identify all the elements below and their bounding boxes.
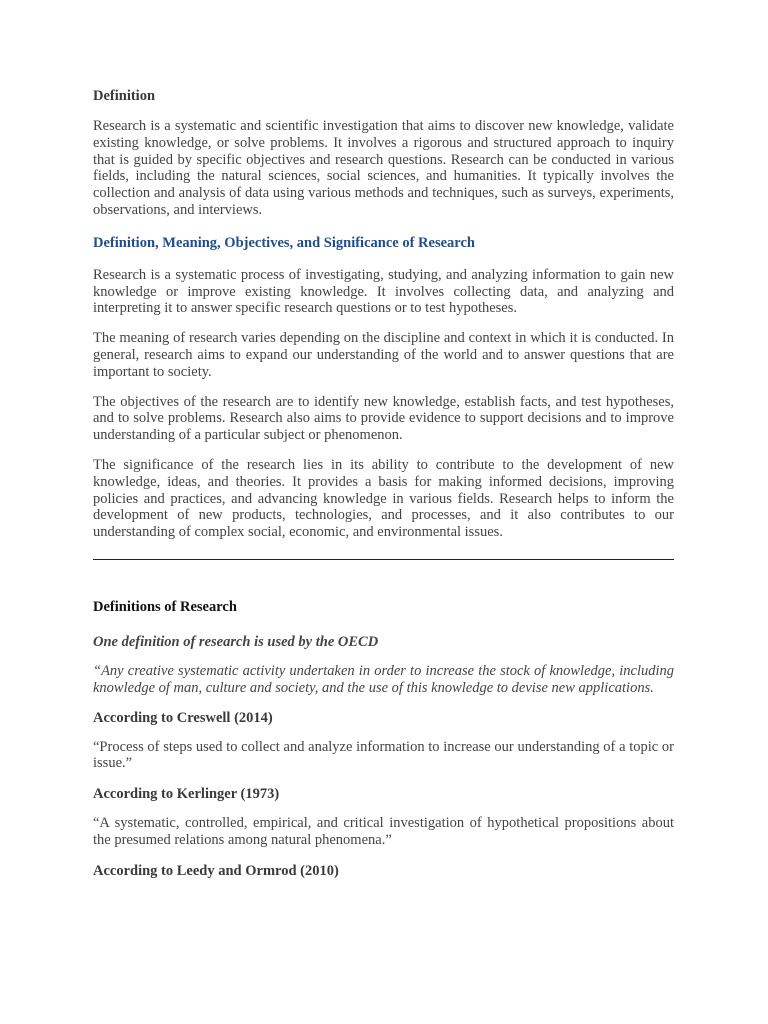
research-objectives-paragraph: The objectives of the research are to identify new knowledge, establish facts, and test hypotheses, and to solve problems. Research also aims to provide evidence to support decisions and to improve understanding of a particular subject or phenomenon. — [93, 393, 674, 444]
horizontal-divider — [93, 559, 674, 560]
kerlinger-quote: “A systematic, controlled, empirical, and critical investigation of hypothetical propositions about the presumed relations among natural phenomena.” — [93, 815, 674, 848]
research-significance-paragraph: The significance of the research lies in its ability to contribute to the development of new knowledge, ideas, and theories. It provides a basis for making informed decisions, improving policies and practices, and advancing knowledge in various fields. Research helps to inform the development of new products, technologies, and processes, and it also contributes to our understanding of complex social, economic, and environmental issues. — [93, 456, 674, 541]
definition-heading: Definition — [93, 88, 156, 104]
research-meaning-paragraph: The meaning of research varies depending on the discipline and context in which it is conducted. In general, research aims to expand our understanding of the world and to answer questions that are important to society. — [93, 330, 674, 380]
document-page — [93, 86, 674, 881]
oecd-quote: “Any creative systematic activity undertaken in order to increase the stock of knowledge, including knowledge of man, culture and society, and the use of this knowledge to devise new applications. — [93, 662, 674, 696]
oecd-heading: One definition of research is used by the OECD — [93, 633, 379, 650]
leedy-ormrod-heading: According to Leedy and Ormrod (2010) — [93, 862, 339, 879]
creswell-heading: According to Creswell (2014) — [93, 709, 273, 726]
definition-paragraph: Research is a systematic and scientific investigation that aims to discover new knowledge, validate existing knowledge, or solve problems. It involves a rigorous and structured approach to inquiry that is guided by specific objectives and research questions. Research can be conducted in various fields, including the natural sciences, social sciences, and humanities. It typically involves the collection and analysis of data using various methods and techniques, such as surveys, experiments, observations, and interviews. — [93, 118, 674, 218]
definitions-of-research-heading: Definitions of Research — [93, 598, 237, 615]
section-heading-definition-meaning: Definition, Meaning, Objectives, and Significance of Research — [93, 234, 475, 251]
kerlinger-heading: According to Kerlinger (1973) — [93, 786, 280, 803]
creswell-quote: “Process of steps used to collect and analyze information to increase our understanding of a topic or issue.” — [93, 738, 674, 772]
research-process-paragraph: Research is a systematic process of investigating, studying, and analyzing information to gain new knowledge or improve existing knowledge. It involves collecting data, and analyzing and interpreting it to answer specific research questions or to test hypotheses. — [93, 266, 674, 317]
